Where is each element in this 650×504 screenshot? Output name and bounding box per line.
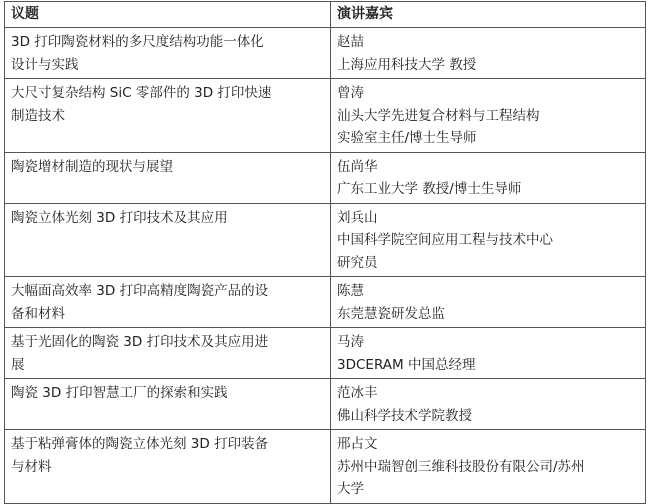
speaker-name: 邢占文: [337, 436, 378, 452]
speaker-affiliation: 实验室主任/博士生导师: [337, 130, 477, 146]
agenda-table: [4, 1, 646, 504]
speaker-affiliation: 广东工业大学 教授/博士生导师: [337, 181, 522, 197]
speaker-affiliation: 东莞慧瓷研发总监: [337, 305, 445, 322]
speaker-affiliation: 大学: [337, 481, 364, 497]
speaker-affiliation: 佛山科学技术学院教授: [337, 407, 472, 424]
topic-cell: [5, 379, 331, 430]
topic-cell: [5, 277, 331, 328]
table-row: [5, 430, 646, 504]
topic-line: 与材料: [11, 458, 52, 475]
speaker-name: 伍尚华: [337, 158, 378, 175]
speaker-cell: [331, 28, 646, 79]
topic-line: 陶瓷立体光刻 3D 打印技术及其应用: [11, 209, 228, 226]
topic-cell: [5, 152, 331, 203]
table-row: [5, 203, 646, 277]
topic-cell: [5, 328, 331, 379]
speaker-name: 曾涛: [337, 85, 364, 101]
speaker-affiliation: 上海应用科技大学 教授: [337, 56, 477, 73]
topic-line: 3D 打印陶瓷材料的多尺度结构功能一体化: [11, 34, 264, 50]
topic-line: 展: [11, 356, 25, 373]
topic-line: 备和材料: [11, 305, 65, 322]
topic-line: 大幅面高效率 3D 打印高精度陶瓷产品的设: [11, 283, 269, 299]
speaker-column-header: 演讲嘉宾: [331, 2, 646, 28]
topic-line: 基于光固化的陶瓷 3D 打印技术及其应用进: [11, 334, 269, 350]
topic-cell: [5, 79, 331, 153]
speaker-name: 刘兵山: [337, 209, 378, 226]
table-header-row: [5, 2, 646, 28]
agenda-table-wrapper: [4, 1, 645, 504]
topic-line: 陶瓷增材制造的现状与展望: [11, 158, 173, 175]
speaker-cell: [331, 152, 646, 203]
speaker-cell: [331, 430, 646, 504]
topic-line: 大尺寸复杂结构 SiC 零部件的 3D 打印快速: [11, 85, 272, 101]
topic-column-header: 议题: [5, 2, 331, 28]
table-row: [5, 328, 646, 379]
speaker-affiliation: 3DCERAM 中国总经理: [337, 356, 476, 373]
speaker-cell: [331, 277, 646, 328]
table-row: [5, 379, 646, 430]
table-row: [5, 79, 646, 153]
speaker-name: 赵喆: [337, 34, 364, 50]
speaker-affiliation: 研究员: [337, 254, 378, 271]
speaker-name: 范冰丰: [337, 385, 378, 401]
topic-line: 基于粘弹膏体的陶瓷立体光刻 3D 打印装备: [11, 436, 269, 452]
speaker-affiliation: 苏州中瑞智创三维科技股份有限公司/苏州: [337, 458, 585, 475]
speaker-name: 陈慧: [337, 283, 364, 299]
topic-line: 陶瓷 3D 打印智慧工厂的探索和实践: [11, 385, 228, 401]
topic-line: 设计与实践: [11, 56, 79, 73]
topic-line: 制造技术: [11, 107, 65, 124]
speaker-affiliation: 中国科学院空间应用工程与技术中心: [337, 232, 553, 248]
speaker-cell: [331, 79, 646, 153]
topic-cell: [5, 430, 331, 504]
speaker-cell: [331, 379, 646, 430]
topic-cell: [5, 203, 331, 277]
speaker-affiliation: 汕头大学先进复合材料与工程结构: [337, 107, 540, 124]
topic-cell: [5, 28, 331, 79]
table-row: [5, 277, 646, 328]
speaker-cell: [331, 203, 646, 277]
speaker-cell: [331, 328, 646, 379]
table-row: [5, 28, 646, 79]
table-row: [5, 152, 646, 203]
speaker-name: 马涛: [337, 334, 364, 350]
